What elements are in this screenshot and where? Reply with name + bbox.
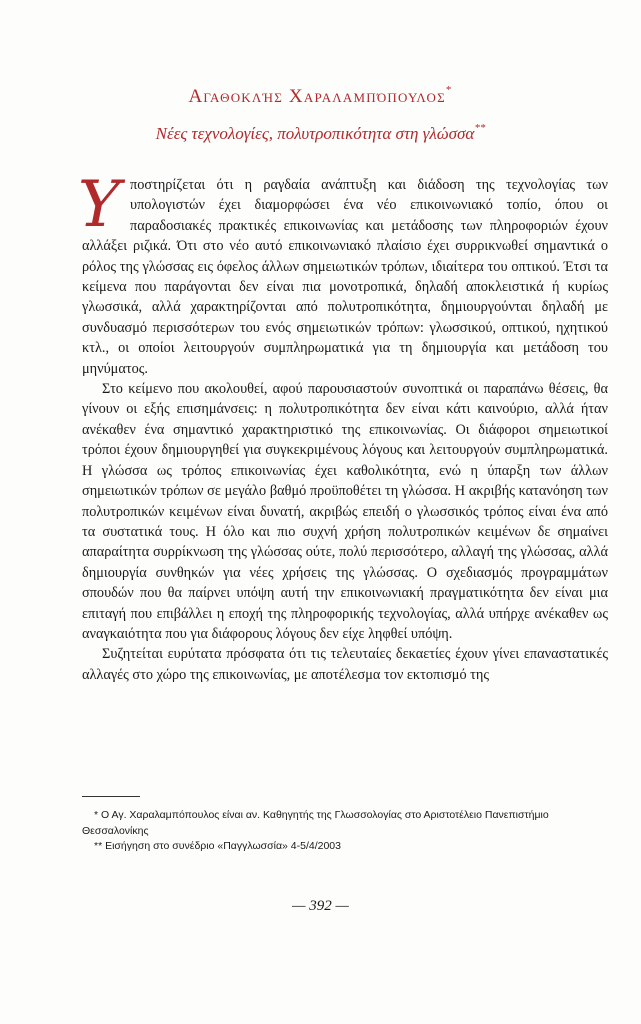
title-footnote-mark: ** [474, 122, 486, 134]
author-footnote-mark: * [445, 84, 453, 96]
footnote-2: ** Εισήγηση στο συνέδριο «Παγγλωσσία» 4-5/4/2003 [94, 840, 341, 852]
author-heading [0, 86, 641, 108]
article-title-text: Νέες τεχνολογίες, πολυτροπικότητα στη γλώσσα [155, 124, 475, 143]
paragraph-2: Στο κείμενο που ακολουθεί, αφού παρουσιαστούν συνοπτικά οι παραπάνω θέσεις, θα γίνουν οι εξής επισημάνσεις: η πολυτροπικότητα δεν είναι κάτι καινούριο, αλλά ήταν ανέκαθεν ένα σημαντικό χαρακτηριστικό της επικοινωνίας. Οι διάφοροι σημειωτικοί τρόποι έχουν δημιουργηθεί για συγκεκριμένους λόγους και λειτουργούν συμπληρωματικά. Η γλώσσα ως τρόπος επικοινωνίας έχει καθολικότητα, ενώ η ύπαρξη των άλλων σημειωτικών τρόπων σε μεγάλο βαθμό προϋποθέτει τη γλώσσα. Η ακριβής κατανόηση των πολυτροπικών κειμένων είναι δυνατή, ακριβώς επειδή ο γλωσσικός τρόπος είναι ένα από τα συστατικά τους. Η όλο και πιο συχνή χρήση πολυτροπικών κειμένων δε σημαίνει απαραίτητα συρρίκνωση της γλώσσας ούτε, πολύ περισσότερο, αλλαγή της γλώσσας, αλλά δημιουργία συνθηκών για νέες χρήσεις της γλώσσας. Ο σχεδιασμός προγραμμάτων σπουδών που θα παίρνει υπόψη αυτή την επικοινωνιακή πραγματικότητα δεν είναι μια επιταγή που επιβάλλει η εποχή της πληροφορικής τεχνολογίας, αλλά υπήρχε ανέκαθεν ως αναγκαιότητα που για διάφορους λόγους δεν είχε ληφθεί υπόψη. [82, 381, 608, 642]
article-body [77, 168, 608, 685]
paragraph-1 [77, 168, 608, 379]
author-name: Αγαθοκλής Χαραλαμπόπουλος [188, 86, 446, 107]
page-number: — 392 — [292, 898, 349, 914]
footnotes [82, 808, 608, 855]
paragraph-3: Συζητείται ευρύτατα πρόσφατα ότι τις τελευταίες δεκαετίες έχουν γίνει επαναστατικές αλλαγές στο χώρο της επικοινωνίας, με αποτέλεσμα τον εκτοπισμό της [82, 646, 608, 683]
drop-cap: Υ [77, 168, 121, 242]
paragraph-1-text: ποστηρίζεται ότι η ραγδαία ανάπτυξη και διάδοση της τεχνολογίας των υπολογιστών έχει διαμορφώσει ένα νέο επικοινωνιακό τοπίο, όπου οι παραδοσιακές πρακτικές επικοινωνίας και μετάδοσης των πληροφοριών έχουν αλλάξει ριζικά. Ότι στο νέο αυτό επικοινωνιακό πλαίσιο έχει συρρικνωθεί σημαντικά ο ρόλος της γλώσσας εις όφελος άλλων σημειωτικών τρόπων, ιδιαίτερα του οπτικού. Έτσι τα κείμενα που παράγονται δεν είναι πια μονοτροπικά, δηλαδή αποκλειστικά ή κυρίως γλωσσικά, αλλά χαρακτηρίζονται από πολυτροπικότητα, δημιουργούνται δηλαδή με συνδυασμό περισσότερων του ενός σημειωτικών τρόπων: γλωσσικού, οπτικού, ηχητικού κτλ., οι οποίοι λειτουργούν συμπληρωματικά για τη δημιουργία και μετάδοση του μηνύματος. [82, 177, 608, 377]
footnote-1: * Ο Αγ. Χαραλαμπόπουλος είναι αν. Καθηγητής της Γλωσσολογίας στο Αριστοτέλειο Πανεπιστήμιο Θεσσαλονίκης [82, 809, 549, 837]
footnote-rule [82, 796, 140, 797]
article-title [0, 124, 641, 144]
